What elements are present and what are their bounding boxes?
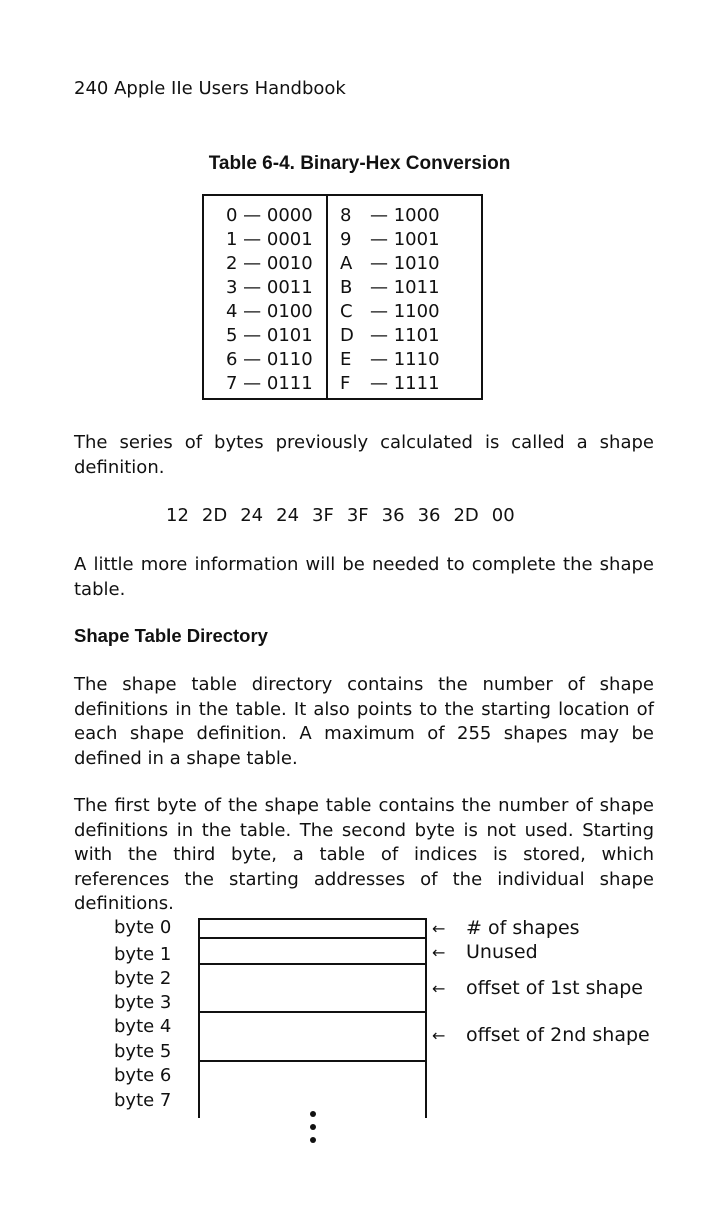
- left-arrow-icon: ←: [432, 1026, 446, 1045]
- byte-label: byte 2: [114, 968, 172, 989]
- binary-row-right: E — 1110: [340, 349, 440, 370]
- binary-row-left: 0 — 0000: [226, 205, 313, 226]
- byte-value: 2D: [201, 505, 228, 526]
- left-arrow-icon: ←: [432, 979, 446, 998]
- binary-row-right: B — 1011: [340, 277, 440, 298]
- byte-label: byte 3: [114, 992, 172, 1013]
- paragraph-shape-definition: The series of bytes previously calculated is called a shape definition.: [74, 432, 654, 478]
- byte-value: 00: [491, 505, 515, 526]
- byte-label: byte 6: [114, 1065, 172, 1086]
- binary-row-right: C — 1100: [340, 301, 440, 322]
- ellipsis-dot: [310, 1137, 316, 1143]
- byte-value: 24: [240, 505, 264, 526]
- byte-value: 36: [417, 505, 441, 526]
- ellipsis-dot: [310, 1124, 316, 1130]
- memory-cell-byte2-3: [198, 963, 427, 1013]
- left-arrow-icon: ←: [432, 919, 446, 938]
- memory-cell-byte0: [198, 918, 427, 939]
- annotation-offset-2nd: ← offset of 2nd shape: [432, 1024, 650, 1046]
- table-divider: [326, 196, 328, 398]
- binary-row-right: F — 1111: [340, 373, 440, 394]
- paragraph-more-info: A little more information will be needed to complete the shape table.: [74, 554, 654, 600]
- byte-label: byte 0: [114, 917, 172, 938]
- annotation-unused: ← Unused: [432, 941, 538, 963]
- left-arrow-icon: ←: [432, 943, 446, 962]
- section-heading: Shape Table Directory: [74, 625, 268, 646]
- byte-value: 12: [166, 505, 189, 526]
- byte-label: byte 7: [114, 1090, 172, 1111]
- running-head: 240 Apple IIe Users Handbook: [74, 78, 346, 99]
- byte-label: byte 5: [114, 1041, 172, 1062]
- binary-row-left: 2 — 0010: [226, 253, 313, 274]
- byte-value: 36: [381, 505, 405, 526]
- memory-cell-open: [198, 1060, 427, 1118]
- annotation-num-shapes: ← # of shapes: [432, 917, 580, 939]
- binary-row-right: D — 1101: [340, 325, 440, 346]
- binary-row-right: A — 1010: [340, 253, 440, 274]
- byte-value: 3F: [312, 505, 334, 526]
- binary-row-left: 4 — 0100: [226, 301, 313, 322]
- table-caption: Table 6-4. Binary-Hex Conversion: [208, 153, 511, 174]
- binary-row-right: 9 — 1001: [340, 229, 440, 250]
- binary-row-left: 1 — 0001: [226, 229, 313, 250]
- ellipsis-dot: [310, 1111, 316, 1117]
- byte-value: 24: [276, 505, 300, 526]
- memory-cell-byte4-5: [198, 1011, 427, 1062]
- binary-row-left: 7 — 0111: [226, 373, 313, 394]
- binary-row-right: 8 — 1000: [340, 205, 440, 226]
- conversion-table: [202, 194, 483, 400]
- byte-sequence: [166, 505, 528, 526]
- byte-value: 3F: [346, 505, 369, 526]
- byte-label: byte 1: [114, 944, 172, 965]
- annotation-offset-1st: ← offset of 1st shape: [432, 977, 643, 999]
- paragraph-directory: The shape table directory contains the number of shape definitions in the table. It also points to the starting location of each shape definition. A maximum of 255 shapes may be defined in a shape table.: [74, 674, 654, 769]
- paragraph-first-byte: The first byte of the shape table contains the number of shape definitions in the table. The second byte is not used. Starting with the third byte, a table of indices is stored, which references the starting addresses of the individual shape definitions.: [74, 795, 654, 914]
- binary-row-left: 6 — 0110: [226, 349, 313, 370]
- byte-value: 2D: [453, 505, 479, 526]
- binary-row-left: 5 — 0101: [226, 325, 313, 346]
- memory-cell-byte1: [198, 937, 427, 965]
- byte-label: byte 4: [114, 1016, 172, 1037]
- binary-row-left: 3 — 0011: [226, 277, 313, 298]
